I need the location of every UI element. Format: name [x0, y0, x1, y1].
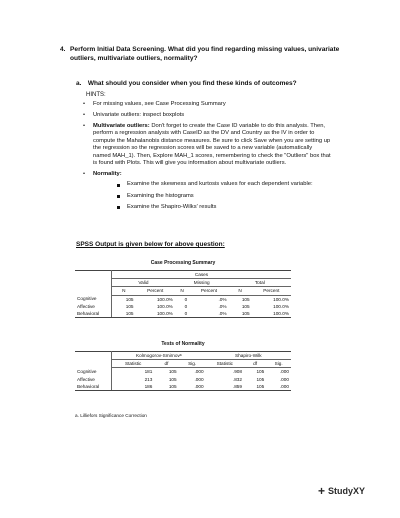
table-cell: .000 — [194, 369, 204, 375]
hint-univariate-text: Univariate outliers: inspect boxplots — [93, 112, 185, 118]
table-row — [75, 303, 291, 310]
group-header: Missing — [175, 279, 229, 287]
normality-footnote: a. Lilliefors Significance Correction — [75, 413, 147, 418]
row-label: Cognitive — [75, 368, 112, 376]
column-header: Sig. — [266, 360, 291, 368]
table-row — [75, 368, 291, 376]
case-processing-title: Case Processing Summary — [150, 260, 216, 266]
group-header: Kolmogorov-Smirnovᵃ — [112, 352, 206, 360]
part-a-label: a. — [76, 80, 82, 87]
table-cell: 181 — [144, 369, 153, 375]
normality-table — [75, 351, 291, 391]
table-cell: .000 — [266, 383, 291, 391]
table-cell: 0 — [184, 296, 188, 302]
bullet-icon: • — [83, 112, 86, 118]
part-a-heading — [76, 80, 366, 87]
table-cell: .908 — [232, 369, 243, 375]
table-corner — [75, 271, 112, 296]
table-cell: 105 — [125, 303, 134, 309]
table-cell: 100.0% — [156, 296, 173, 302]
table-cell: 105 — [125, 296, 134, 302]
table-cell: 105 — [241, 303, 250, 309]
table-cell: .859 — [206, 383, 244, 391]
table-row — [75, 383, 291, 391]
table-cell: 105 — [168, 376, 177, 382]
table-corner — [75, 352, 112, 368]
normality-subitem — [93, 181, 331, 188]
case-processing-table — [75, 270, 291, 318]
hint-univariate — [76, 112, 331, 119]
normality-subitem-text: Examining the histograms — [127, 192, 194, 199]
square-bullet-icon — [117, 195, 120, 198]
question-number: 4. — [60, 46, 66, 53]
table-cell: 105 — [241, 296, 250, 302]
normality-title: Tests of Normality — [161, 341, 205, 347]
row-label: Affective — [75, 376, 112, 383]
square-bullet-icon — [117, 184, 120, 187]
table-cell: 105 — [229, 310, 252, 318]
normality-subitem-text: Examine the skewness and kurtosis values for each dependent variable: — [127, 181, 313, 188]
table-cell: .832 — [232, 376, 243, 382]
cases-header: Cases — [112, 271, 292, 279]
column-header: df — [244, 360, 266, 368]
table-cell: 100.0% — [273, 296, 289, 302]
row-label: Behavioral — [75, 310, 112, 318]
table-cell: 100.0% — [273, 303, 289, 309]
hint-multivariate-text: Don't forget to create the Case ID variable to do this analysis. Then, perform a regression analysis with CaseID as the DV and Country as the IV in order to compute the Mahalanobis distance measures. Be sure to click Save when you are setting up the regression so the regression scores will be saved to a new variable (automatically named MAH_1). Then, Explore MAH_1 scores, remembering to check the "Outliers" box that is found with Plots. This will give you information about multivariate outliers. — [93, 123, 331, 167]
table-cell: 0 — [184, 303, 188, 309]
table-cell: .000 — [279, 369, 289, 375]
column-header: Sig. — [179, 360, 206, 368]
hints-label: HINTS: — [86, 92, 106, 98]
table-cell: 105 — [168, 369, 177, 375]
table-row — [75, 310, 291, 318]
studyxy-logo — [318, 482, 376, 500]
row-label: Affective — [75, 303, 112, 310]
table-cell: 105 — [154, 383, 178, 391]
table-cell: .0% — [189, 310, 228, 318]
column-header: N — [229, 287, 252, 295]
table-cell: 105 — [256, 376, 265, 382]
table-row — [75, 376, 291, 383]
table-cell: 100.0% — [252, 310, 291, 318]
table-cell: 105 — [112, 310, 136, 318]
table-cell: .0% — [218, 303, 227, 309]
normality-subitem — [93, 193, 331, 200]
hint-normality — [76, 171, 331, 211]
hint-multivariate-label: Multivariate outliers: — [93, 123, 150, 129]
column-header: N — [175, 287, 189, 295]
table-cell: 186 — [112, 383, 155, 391]
logo-text: StudyXY — [328, 486, 366, 496]
table-cell: .000 — [194, 376, 204, 382]
row-label: Cognitive — [75, 295, 112, 303]
table-cell: 100.0% — [136, 310, 175, 318]
table-cell: 105 — [256, 369, 265, 375]
plus-icon: + — [318, 484, 326, 498]
group-header: Shapiro-Wilk — [206, 352, 291, 360]
table-cell: .000 — [179, 383, 206, 391]
column-header: N — [112, 287, 136, 295]
bullet-icon: • — [83, 171, 86, 178]
table-cell: 105 — [244, 383, 266, 391]
group-header: Valid — [112, 279, 175, 287]
part-a-text: What should you consider when you find these kinds of outcomes? — [87, 80, 297, 87]
normality-subitem — [93, 204, 331, 211]
column-header: Percent — [136, 287, 175, 295]
group-header: Total — [229, 279, 291, 287]
hint-normality-label: Normality: — [93, 171, 122, 178]
table-cell: .0% — [218, 296, 227, 302]
column-header: Percent — [189, 287, 228, 295]
column-header: Percent — [252, 287, 291, 295]
normality-subitem-text: Examine the Shapiro-Wilks' results — [127, 203, 217, 210]
question-text: Perform Initial Data Screening. What did you find regarding missing values, univariate outliers, multivariate outliers, normality? — [70, 46, 340, 62]
hint-list — [76, 101, 331, 215]
bullet-icon: • — [83, 123, 86, 129]
square-bullet-icon — [117, 206, 120, 209]
spss-output-label: SPSS Output is given below for above question: — [76, 241, 225, 248]
question-title — [60, 46, 360, 63]
hint-multivariate — [76, 123, 331, 167]
column-header: Statistic — [112, 360, 155, 368]
hint-missing-text: For missing values, see Case Processing Summary — [93, 101, 226, 107]
hint-missing — [76, 101, 331, 108]
bullet-icon: • — [83, 101, 86, 107]
table-cell: .000 — [279, 376, 289, 382]
row-label: Behavioral — [75, 383, 112, 391]
table-cell: 100.0% — [156, 303, 173, 309]
table-cell: 0 — [175, 310, 189, 318]
table-row — [75, 295, 291, 303]
normality-sublist — [93, 181, 331, 211]
table-cell: 213 — [144, 376, 153, 382]
column-header: Statistic — [206, 360, 244, 368]
column-header: df — [154, 360, 178, 368]
